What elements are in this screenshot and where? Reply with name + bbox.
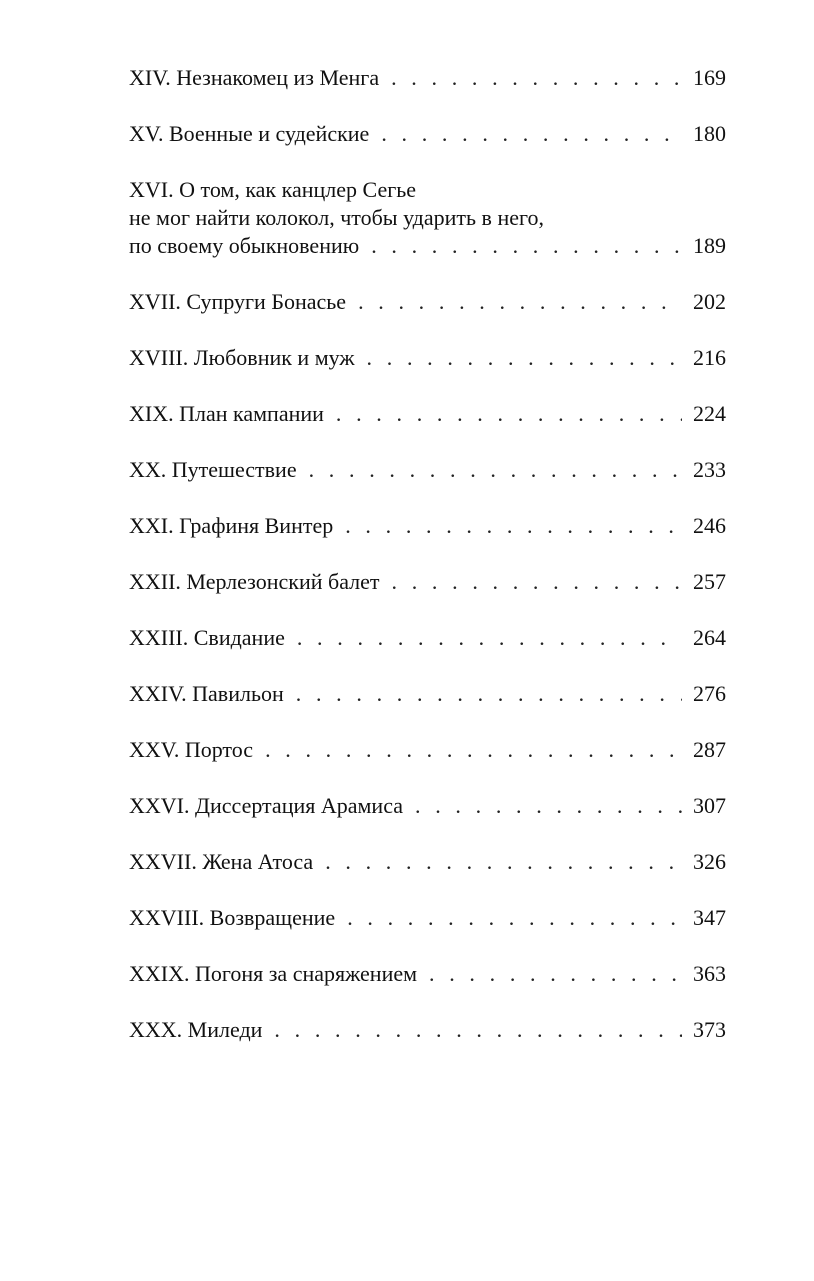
toc-entry — [129, 568, 726, 596]
toc-entry — [129, 792, 726, 820]
toc-entry-page-number: 264 — [693, 625, 726, 650]
dot-leader — [371, 232, 682, 260]
toc-entry-page-number: 189 — [693, 233, 726, 258]
toc-entry-title: XIV. Незнакомец из Менга — [129, 65, 380, 90]
toc-entry-title: XXI. Графиня Винтер — [129, 513, 334, 538]
toc-entry-page-number: 224 — [693, 401, 726, 426]
toc-entry — [129, 624, 726, 652]
dot-leader — [391, 64, 682, 92]
dot-leader — [336, 400, 682, 428]
dot-leader — [309, 456, 682, 484]
toc-entry-page-number: 287 — [693, 737, 726, 762]
toc-entry-title-line: не мог найти колокол, чтобы ударить в него, — [129, 205, 544, 230]
toc-entry-line — [129, 960, 726, 988]
toc-entry-title: XXVIII. Возвращение — [129, 905, 336, 930]
toc-entry-line — [129, 568, 726, 596]
toc-entry-line — [129, 288, 726, 316]
toc-entry-title: XIX. План кампании — [129, 401, 324, 426]
dot-leader — [415, 792, 682, 820]
toc-entry — [129, 176, 726, 260]
toc-entry-line — [129, 456, 726, 484]
toc-entry-title: XXVI. Диссертация Арамиса — [129, 793, 404, 818]
dot-leader — [296, 680, 682, 708]
toc-entry-title: XVIII. Любовник и муж — [129, 345, 355, 370]
toc-entry-page-number: 307 — [693, 793, 726, 818]
toc-entry — [129, 456, 726, 484]
toc-entry-line — [129, 904, 726, 932]
toc-entry-title: XXIX. Погоня за снаряжением — [129, 961, 418, 986]
toc-entry — [129, 120, 726, 148]
toc-entry-line — [129, 848, 726, 876]
toc-entry-page-number: 233 — [693, 457, 726, 482]
toc-entry — [129, 288, 726, 316]
toc-entry — [129, 680, 726, 708]
toc-entry-page-number: 326 — [693, 849, 726, 874]
toc-entry — [129, 1016, 726, 1044]
dot-leader — [325, 848, 682, 876]
toc-entry-page-number: 169 — [693, 65, 726, 90]
toc-entry — [129, 736, 726, 764]
toc-entry-title: XX. Путешествие — [129, 457, 297, 482]
dot-leader — [297, 624, 682, 652]
toc-entry — [129, 400, 726, 428]
toc-entry-page-number: 180 — [693, 121, 726, 146]
toc-entry-page-number: 216 — [693, 345, 726, 370]
toc-entry-page-number: 347 — [693, 905, 726, 930]
toc-entry-page-number: 202 — [693, 289, 726, 314]
toc-entry-line — [129, 624, 726, 652]
dot-leader — [367, 344, 682, 372]
toc-entry-line — [129, 512, 726, 540]
toc-entry-page-number: 246 — [693, 513, 726, 538]
dot-leader — [358, 288, 682, 316]
toc-entry-title-line: XVI. О том, как канцлер Сегье — [129, 177, 417, 202]
toc-entry — [129, 848, 726, 876]
toc-entry-title: XXV. Портос — [129, 737, 254, 762]
table-of-contents — [129, 64, 726, 1072]
toc-entry-title: XXVII. Жена Атоса — [129, 849, 314, 874]
toc-entry-line — [129, 232, 726, 260]
toc-entry-line — [129, 1016, 726, 1044]
dot-leader — [274, 1016, 682, 1044]
toc-entry-page-number: 257 — [693, 569, 726, 594]
toc-entry-title: XV. Военные и судейские — [129, 121, 370, 146]
toc-entry-line — [129, 344, 726, 372]
dot-leader — [265, 736, 682, 764]
toc-entry — [129, 960, 726, 988]
toc-entry — [129, 64, 726, 92]
toc-entry-title: XXX. Миледи — [129, 1017, 263, 1042]
toc-entry-title: XXIII. Свидание — [129, 625, 285, 650]
toc-entry-title-lines — [129, 176, 726, 232]
toc-entry-line — [129, 400, 726, 428]
toc-entry-line — [129, 736, 726, 764]
toc-entry — [129, 344, 726, 372]
toc-entry-page-number: 363 — [693, 961, 726, 986]
toc-entry-page-number: 276 — [693, 681, 726, 706]
dot-leader — [392, 568, 682, 596]
dot-leader — [345, 512, 682, 540]
toc-entry-title: XXIV. Павильон — [129, 681, 284, 706]
toc-entry-title: по своему обыкновению — [129, 233, 360, 258]
dot-leader — [429, 960, 682, 988]
toc-entry-title: XXII. Мерлезонский балет — [129, 569, 380, 594]
toc-entry-line — [129, 64, 726, 92]
dot-leader — [381, 120, 682, 148]
toc-entry — [129, 904, 726, 932]
toc-entry — [129, 512, 726, 540]
toc-entry-title: XVII. Супруги Бонасье — [129, 289, 347, 314]
toc-entry-page-number: 373 — [693, 1017, 726, 1042]
toc-entry-line — [129, 792, 726, 820]
toc-entry-line — [129, 680, 726, 708]
toc-entry-line — [129, 120, 726, 148]
dot-leader — [347, 904, 682, 932]
